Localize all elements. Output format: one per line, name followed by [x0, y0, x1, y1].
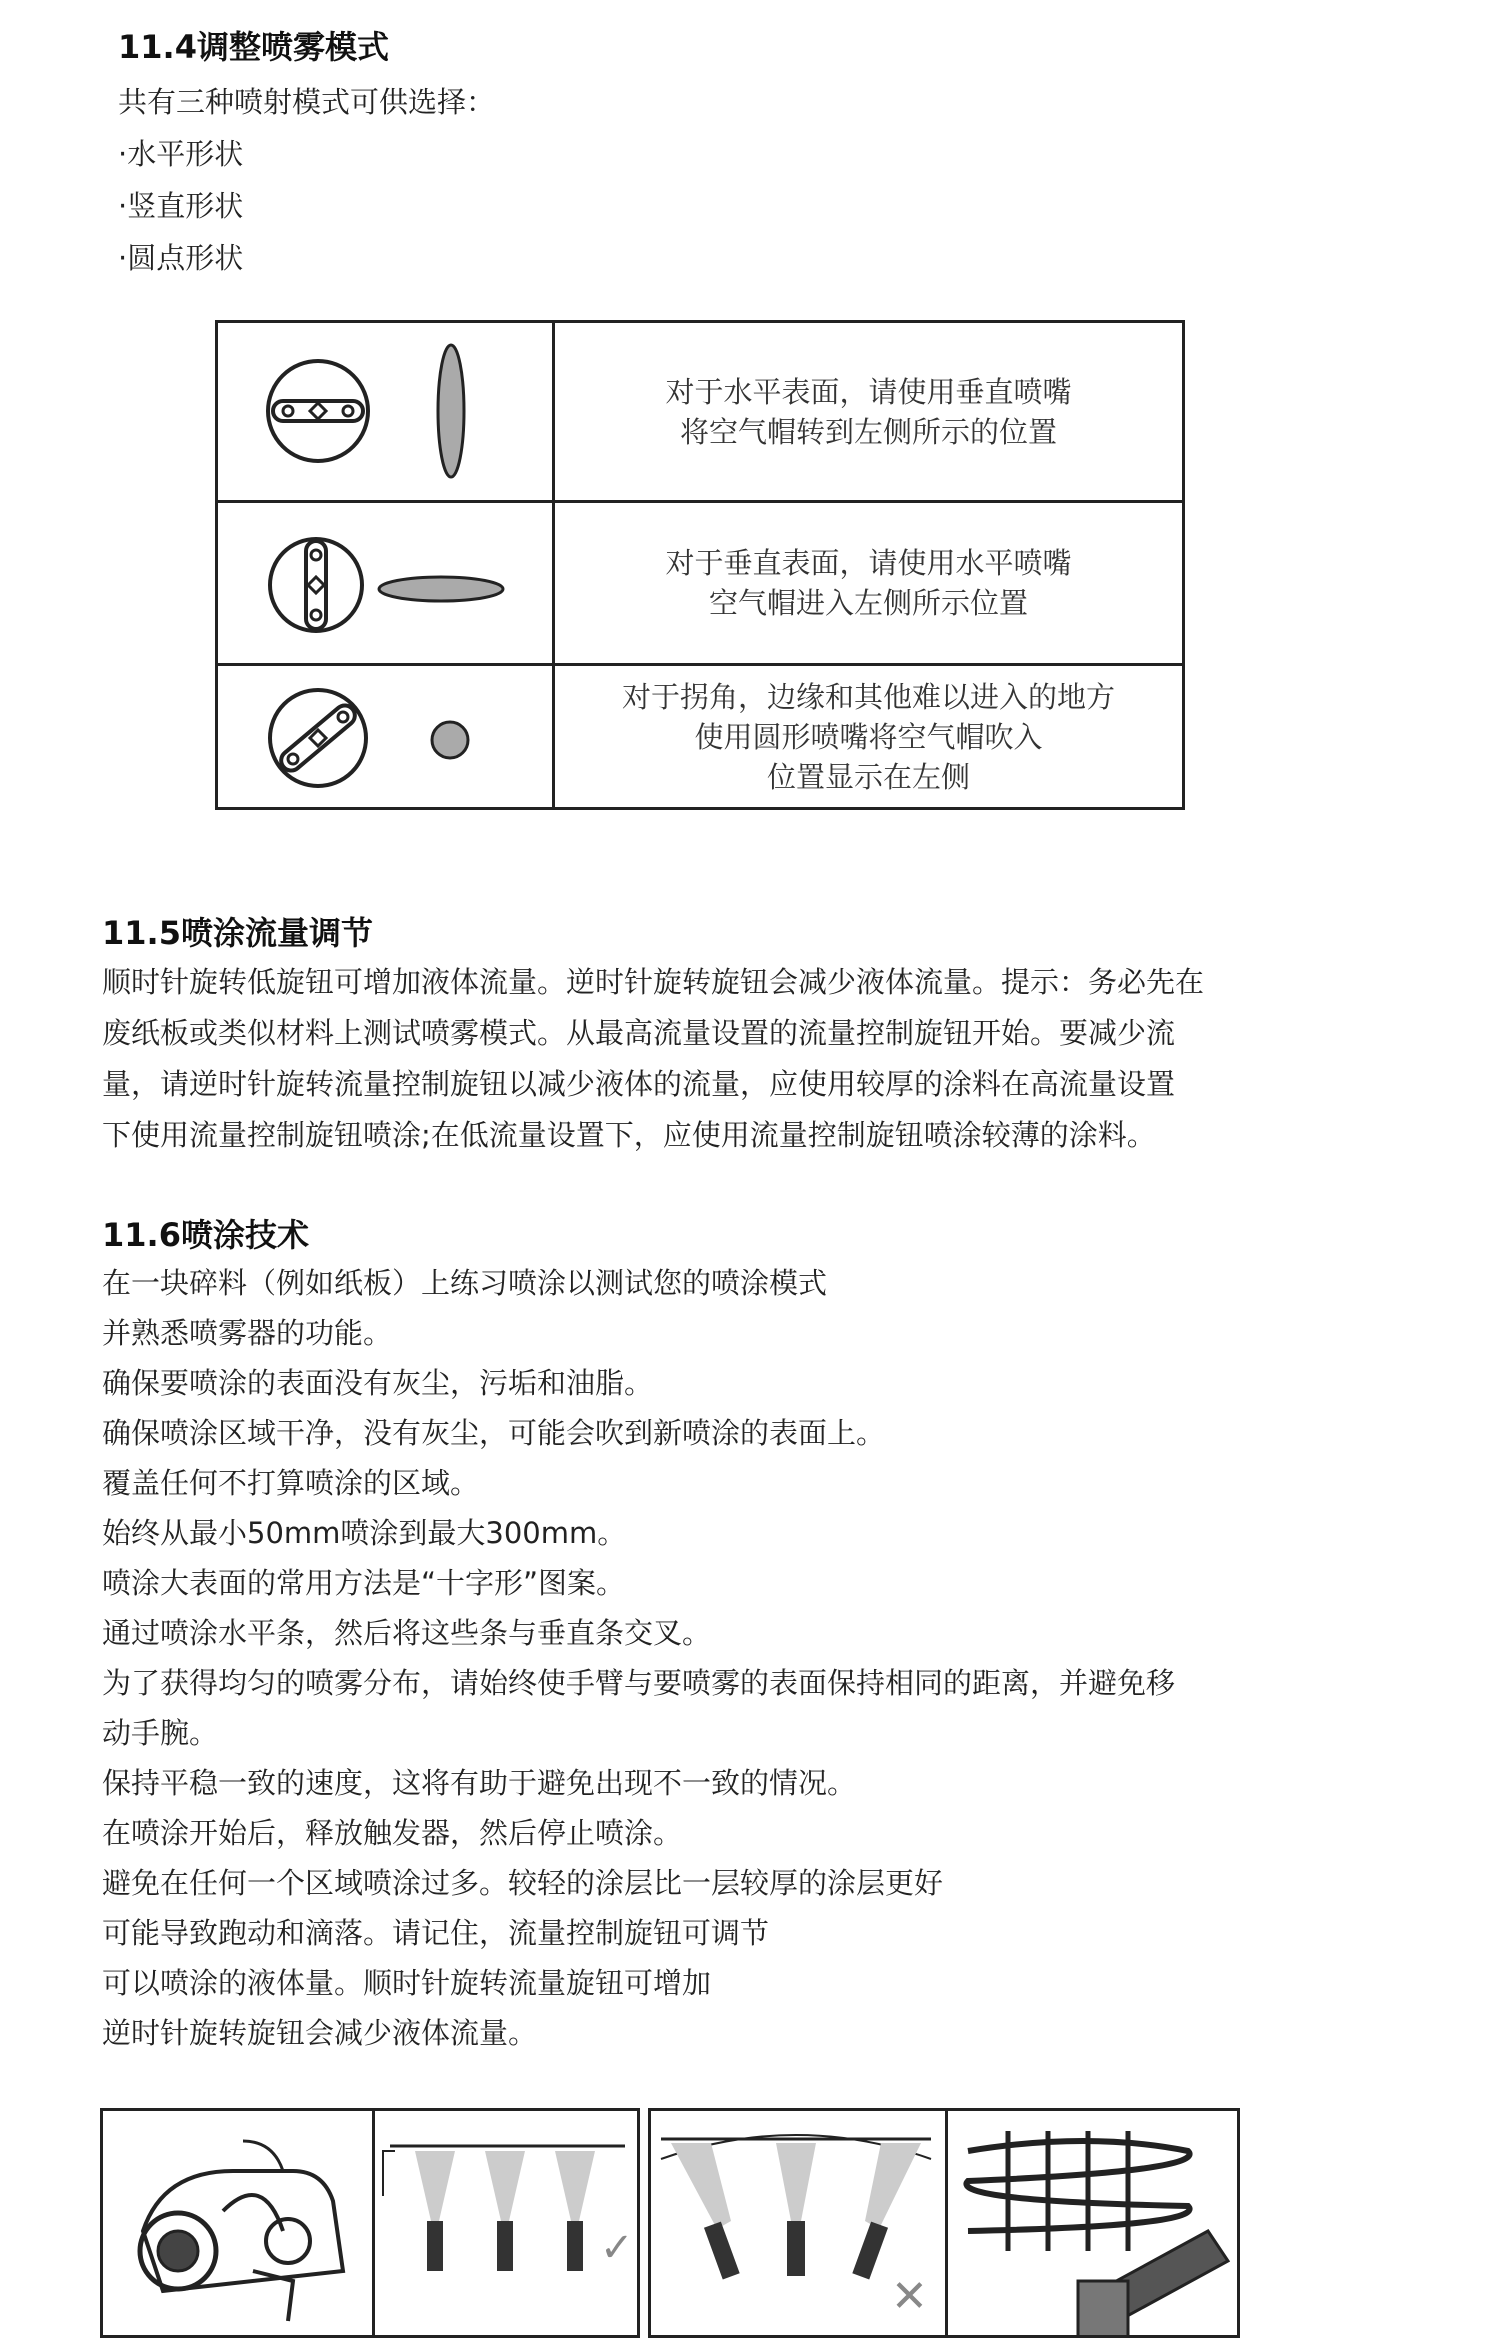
paragraph-line: 在喷涂开始后，释放触发器，然后停止喷涂。 [102, 1816, 683, 1850]
table-row-text [555, 323, 1182, 500]
check-mark-icon: ✓ [600, 2225, 634, 2271]
table-row-line: 位置显示在左侧 [766, 759, 970, 794]
table-row-illustration [218, 503, 555, 663]
table-row-text [555, 503, 1182, 663]
paragraph-line: 逆时针旋转旋钮会减少液体流量。 [102, 2016, 538, 2050]
spray-mode-vertical: ·竖直形状 [118, 189, 244, 223]
paragraph-line: 可能导致跑动和滴落。请记住，流量控制旋钮可调节 [102, 1916, 770, 1950]
table-row-line: 使用圆形喷嘴将空气帽吹入 [694, 719, 1043, 754]
spray-mode-dot: ·圆点形状 [118, 241, 244, 275]
table-row-line: 对于水平表面，请使用垂直喷嘴 [665, 374, 1072, 409]
section-11-6-body [102, 1258, 1175, 2058]
paragraph-line: 避免在任何一个区域喷涂过多。较轻的涂层比一层较厚的涂层更好 [102, 1866, 944, 1900]
paragraph-line: 始终从最小50mm喷涂到最大300mm。 [102, 1516, 627, 1550]
paragraph-line: 在一块碎料（例如纸板）上练习喷涂以测试您的喷涂模式 [102, 1266, 828, 1300]
section-11-4-heading: 11.4调整喷雾模式 [118, 28, 389, 66]
section-11-5-heading: 11.5喷涂流量调节 [102, 914, 373, 952]
paragraph-line: 通过喷涂水平条，然后将这些条与垂直条交叉。 [102, 1616, 712, 1650]
incorrect-spray-arc-figure [648, 2108, 948, 2338]
table-row-illustration [218, 323, 555, 500]
paragraph-line: 可以喷涂的液体量。顺时针旋转流量旋钮可增加 [102, 1966, 712, 2000]
table-row-line: 将空气帽转到左侧所示的位置 [679, 414, 1057, 449]
table-row [218, 323, 1182, 503]
spray-technique-figures [100, 2108, 1240, 2322]
correct-spray-illustration [375, 2111, 637, 2338]
table-row [218, 503, 1182, 666]
table-row-line: 对于垂直表面，请使用水平喷嘴 [665, 546, 1072, 580]
crosshatch-pattern-figure [945, 2108, 1240, 2338]
paragraph-line: 喷涂大表面的常用方法是“十字形”图案。 [102, 1566, 626, 1600]
table-row-text [555, 666, 1182, 807]
paragraph-line: 确保喷涂区域干净，没有灰尘，可能会吹到新喷涂的表面上。 [102, 1416, 886, 1450]
table-row-line: 空气帽进入左侧所示位置 [708, 586, 1028, 620]
table-row-line: 对于拐角，边缘和其他难以进入的地方 [621, 679, 1115, 714]
section-11-4-intro-block [118, 76, 495, 284]
incorrect-spray-illustration [651, 2111, 945, 2338]
spray-mode-horizontal: ·水平形状 [118, 137, 244, 171]
paragraph-line: 下使用流量控制旋钮喷涂;在低流量设置下，应使用流量控制旋钮喷涂较薄的涂料。 [102, 1118, 1156, 1152]
vertical-slot-air-cap-icon [218, 503, 552, 663]
paragraph-line: 动手腕。 [102, 1716, 219, 1750]
horizontal-slot-air-cap-icon [218, 323, 552, 500]
paragraph-line: 确保要喷涂的表面没有灰尘，污垢和油脂。 [102, 1366, 654, 1400]
paragraph-line: 顺时针旋转低旋钮可增加液体流量。逆时针旋转旋钮会减少液体流量。提示：务必先在 [102, 965, 1205, 999]
table-row [218, 666, 1182, 807]
paragraph-line: 废纸板或类似材料上测试喷雾模式。从最高流量设置的流量控制旋钮开始。要减少流 [102, 1016, 1176, 1050]
paragraph-line: 量，请逆时针旋转流量控制旋钮以减少液体的流量，应使用较厚的涂料在高流量设置 [102, 1067, 1176, 1101]
correct-spray-distance-figure [372, 2108, 640, 2338]
spray-gun-icon [103, 2111, 373, 2338]
round-dot-pattern [432, 722, 468, 758]
spray-mode-table [215, 320, 1185, 810]
section-11-4-intro: 共有三种喷射模式可供选择： [118, 85, 496, 119]
paragraph-line: 覆盖任何不打算喷涂的区域。 [102, 1466, 480, 1500]
paragraph-line: 保持平稳一致的速度，这将有助于避免出现不一致的情况。 [102, 1766, 857, 1800]
vertical-ellipse-pattern [438, 345, 464, 477]
cross-mark-icon: ✕ [891, 2271, 928, 2322]
crosshatch-spray-illustration [948, 2111, 1238, 2338]
paragraph-line: 并熟悉喷雾器的功能。 [102, 1316, 393, 1350]
paragraph-line: 为了获得均匀的喷雾分布，请始终使手臂与要喷雾的表面保持相同的距离，并避免移 [102, 1666, 1176, 1700]
diagonal-slot-air-cap-icon [218, 666, 552, 807]
table-row-illustration [218, 666, 555, 807]
horizontal-ellipse-pattern [379, 577, 503, 601]
section-11-5-body [102, 957, 1204, 1161]
section-11-6-heading: 11.6喷涂技术 [102, 1216, 309, 1254]
spray-gun-knob-figure [100, 2108, 375, 2338]
